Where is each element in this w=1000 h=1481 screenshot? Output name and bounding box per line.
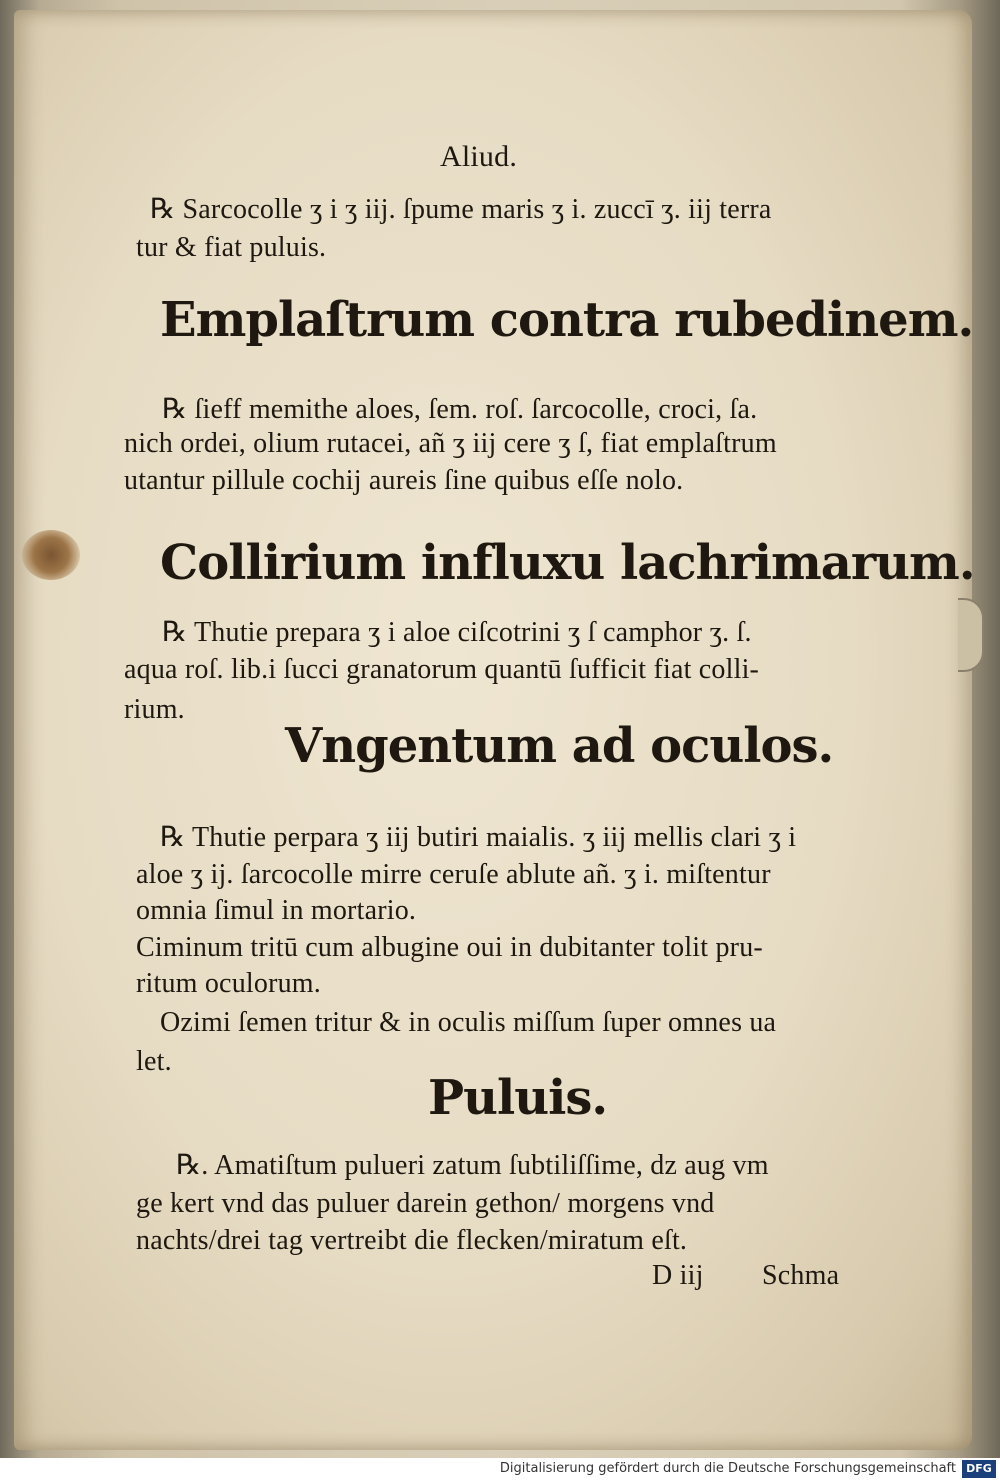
text-line: omnia ſimul in mortario. [136, 895, 417, 926]
text-line: tur & fiat puluis. [136, 232, 327, 263]
heading-collirium: Collirium influxu lachrimarum. [160, 535, 975, 591]
text-line: Ciminum tritū cum albugine oui in dubitanter tolit pru- [136, 932, 763, 963]
heading-puluis: Puluis. [428, 1070, 608, 1126]
heading-vngentum: Vngentum ad oculos. [285, 718, 834, 774]
text-line: aqua roſ. lib.i ſucci granatorum quantū ſufficit fiat colli- [124, 654, 760, 685]
foxing-stain [22, 530, 80, 580]
heading-emplastrum: Emplaſtrum contra rubedinem. [160, 292, 974, 348]
footer-credit: Digitalisierung gefördert durch die Deutsche Forschungsgemeinschaft [499, 1461, 956, 1476]
text-line: utantur pillule cochij aureis ſine quibus eſſe nolo. [124, 465, 684, 496]
text-line: rium. [124, 694, 185, 725]
text-line: let. [136, 1046, 172, 1077]
dfg-logo: DFG [962, 1460, 996, 1478]
text-line: ℞. Amatiſtum pulueri zatum ſubtiliſſime, dz aug vm [176, 1150, 769, 1181]
text-line: ℞ ſieff memithe aloes, ſem. roſ. ſarcocolle, croci, ſa. [162, 394, 758, 425]
page-edge-tab [958, 598, 984, 672]
text-line: nich ordei, olium rutacei, añ ʒ iij cere ʒ ſ, fiat emplaſtrum [124, 428, 777, 459]
text-line: Ozimi ſemen tritur & in oculis miſſum ſuper omnes ua [160, 1007, 777, 1038]
text-line: aloe ʒ ij. ſarcocolle mirre ceruſe ablute añ. ʒ i. miſtentur [136, 859, 771, 890]
signature-mark: D iij [652, 1260, 704, 1291]
text-line: ritum oculorum. [136, 968, 321, 999]
text-line: ℞ Thutie prepara ʒ i aloe ciſcotrini ʒ ſ camphor ʒ. ſ. [162, 617, 752, 648]
catchword: Schma [762, 1260, 840, 1291]
section-heading-aliud: Aliud. [440, 140, 518, 173]
text-line: ℞ Sarcocolle ʒ i ʒ iij. ſpume maris ʒ i. zuccī ʒ. iij terra [150, 194, 772, 225]
text-line: nachts/drei tag vertreibt die flecken/miratum eſt. [136, 1225, 688, 1256]
text-line: ge kert vnd das puluer darein gethon/ morgens vnd [136, 1188, 715, 1219]
text-line: ℞ Thutie perpara ʒ iij butiri maialis. ʒ iij mellis clari ʒ i [160, 822, 797, 853]
